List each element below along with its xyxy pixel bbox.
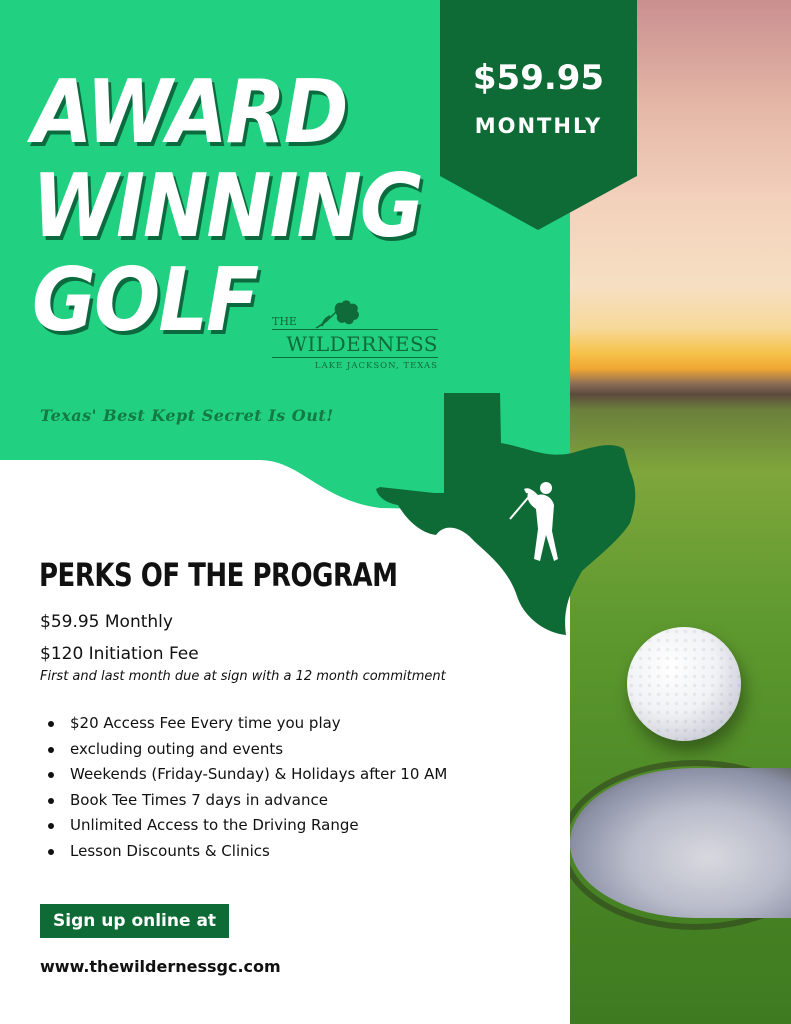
signup-button[interactable]: Sign up online at [40,904,229,938]
list-item: Lesson Discounts & Clinics [48,842,447,868]
logo-location: LAKE JACKSON, TEXAS [314,361,438,371]
logo-the: THE [272,315,297,328]
perks-title: PERKS OF THE PROGRAM [39,558,398,595]
list-item: excluding outing and events [48,740,447,766]
monthly-price: $59.95 Monthly [40,612,173,632]
headline-line-3: GOLF [32,250,258,352]
list-item: $20 Access Fee Every time you play [48,714,447,740]
logo-rule-bottom [272,357,438,358]
texas-map-icon [376,393,638,637]
website-link[interactable]: www.thewildernessgc.com [40,957,281,976]
oak-leaf-icon [314,298,362,330]
commitment-note: First and last month due at sign with a 12 month commitment [40,669,446,684]
headline-line-2: WINNING [32,156,422,258]
price-value: $59.95 [472,58,605,98]
headline-line-1: AWARD [32,62,347,164]
logo-name: WILDERNESS [286,332,438,356]
tagline: Texas' Best Kept Secret Is Out! [40,406,334,425]
logo-rule-top [272,329,438,330]
list-item: Book Tee Times 7 days in advance [48,791,447,817]
wilderness-logo [272,298,438,378]
perks-list [48,714,447,867]
price-period: MONTHLY [474,114,603,138]
golf-ball [627,627,741,741]
initiation-fee: $120 Initiation Fee [40,644,199,664]
list-item: Weekends (Friday-Sunday) & Holidays after 10 AM [48,765,447,791]
list-item: Unlimited Access to the Driving Range [48,816,447,842]
